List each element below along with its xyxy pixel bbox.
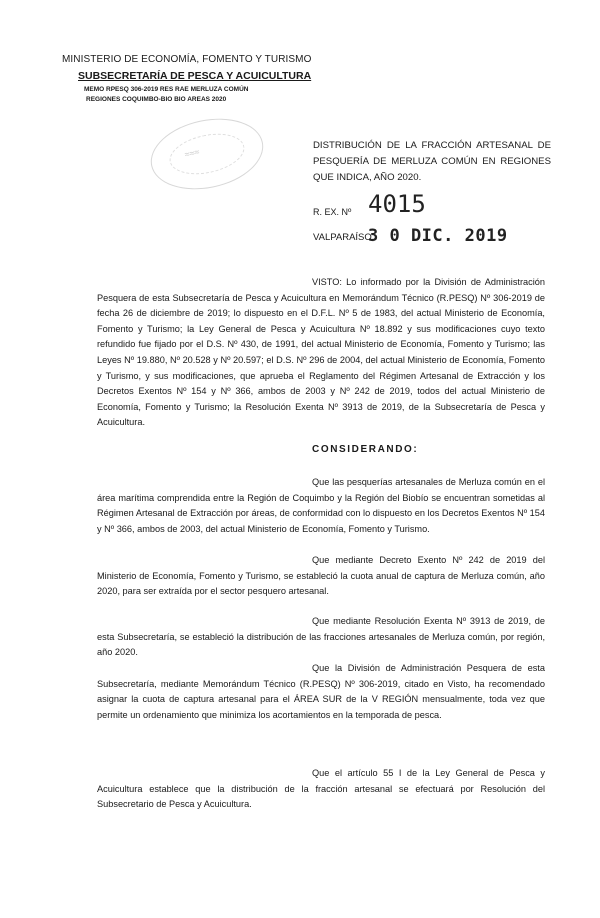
date-stamp: 3 0 DIC. 2019	[368, 226, 508, 246]
memo-reference-line-1: MEMO RPESQ 306-2019 RES RAE MERLUZA COMÚN	[84, 86, 249, 93]
considerando-paragraph-5: Que el artículo 55 I de la Ley General de Pesca y Acuicultura establece que la distribución de la fracción artesanal se efectuará por Resolución del Subsecretario de Pesca y Acuicultura.	[97, 768, 545, 810]
place-label: VALPARAÍSO,	[313, 232, 375, 243]
considerando-paragraph-1: Que las pesquerías artesanales de Merluza común en el área marítima comprendida entre la Región de Coquimbo y la Región del Biobío se encuentran sometidas al Régimen Artesanal de Extracción por áreas, de conformidad con lo dispuesto en los Decretos Exentos Nº 154 y Nº 366, ambos de 2003, del actual Ministerio de Economía, Fomento y Turismo.	[97, 477, 545, 534]
resolution-number: 4015	[368, 190, 426, 218]
visto-paragraph: VISTO: Lo informado por la División de Administración Pesquera de esta Subsecretaría de Pesca y Acuicultura en Memorándum Técnico (R.PESQ) Nº 306-2019 de fecha 26 de diciembre de 2019; lo dispuesto en el D.F.L. Nº 5 de 1983, del actual Ministerio de Economía, Fomento y Turismo; la Ley General de Pesca y Acuicultura Nº 18.892 y sus modificaciones cuyo texto refundido fue fijado por el D.S. Nº 430, de 1991, del actual Ministerio de Economía, Fomento y Turismo; las Leyes Nº 19.880, Nº 20.528 y Nº 20.597; el D.S. Nº 296 de 2004, del actual Ministerio de Economía, Fomento y Turismo, y sus modificaciones, que aprueba el Reglamento del Régimen Artesanal de Extracción y los Decretos Exentos Nº 154 y Nº 366, ambos de 2003 y Nº 242 de 2019, todos del actual Ministerio de Economía, Fomento y Turismo; la Resolución Exenta Nº 3913 de 2019, de la Subsecretaría de Pesca y Acuicultura.	[97, 277, 545, 428]
considerando-paragraph-3: Que mediante Resolución Exenta Nº 3913 de 2019, de esta Subsecretaría, se estableció la distribución de las fracciones artesanales de Merluza común, por región, año 2020.	[97, 616, 545, 658]
resolution-label: R. EX. Nº	[313, 207, 352, 217]
considerando-heading: CONSIDERANDO:	[312, 444, 419, 455]
document-title: DISTRIBUCIÓN DE LA FRACCIÓN ARTESANAL DE PESQUERÍA DE MERLUZA COMÚN EN REGIONES QUE INDICA, AÑO 2020.	[313, 140, 551, 183]
memo-reference-line-2: REGIONES COQUIMBO-BIO BIO AREAS 2020	[86, 96, 227, 103]
subsecretaria-name: SUBSECRETARÍA DE PESCA Y ACUICULTURA	[78, 70, 312, 82]
office-stamp-image: ≈≈≈	[144, 109, 270, 199]
considerando-paragraph-2: Que mediante Decreto Exento Nº 242 de 2019 del Ministerio de Economía, Fomento y Turismo, se estableció la cuota anual de captura de Merluza común, año 2020, para ser extraída por el sector pesquero artesanal.	[97, 555, 545, 597]
ministry-name: MINISTERIO DE ECONOMÍA, FOMENTO Y TURISMO	[62, 54, 312, 65]
considerando-paragraph-4: Que la División de Administración Pesquera de esta Subsecretaría, mediante Memorándum Técnico (R.PESQ) Nº 306-2019, citado en Visto, ha recomendado asignar la cuota de captura artesanal para el ÁREA SUR de la V REGIÓN mensualmente, toda vez que permite un ordenamiento que minimiza los acortamientos en la temporada de pesca.	[97, 663, 545, 720]
